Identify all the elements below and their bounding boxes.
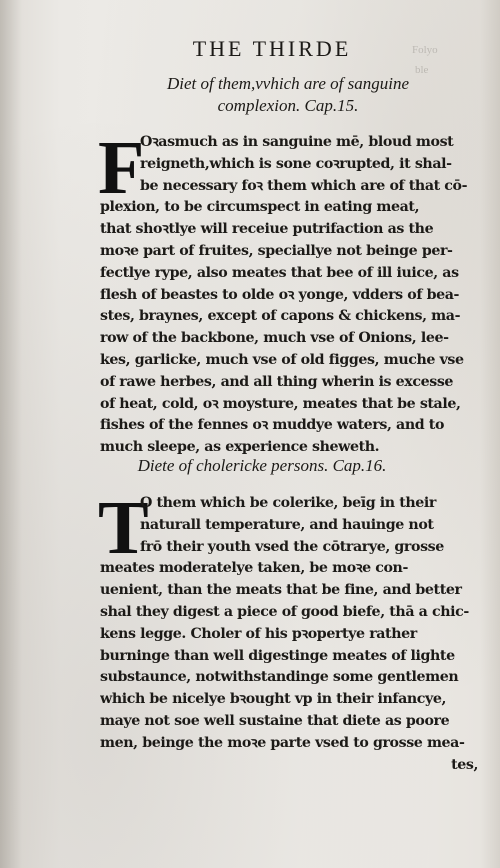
text-line: maye not soe well sustaine that diete as poore — [100, 712, 450, 729]
text-line: kes, garlicke, much vse of old figges, muche vse — [100, 351, 464, 368]
text-line: much sleepe, as experience sheweth. — [100, 439, 380, 456]
text-line: flesh of beastes to olde oꝛ yonge, vdders of bea- — [100, 286, 460, 303]
decorated-initial-t: T — [98, 486, 149, 570]
text-line: moꝛe part of fruites, speciallye not beinge per- — [100, 242, 453, 259]
chapter15-heading — [38, 73, 500, 117]
text-line: shal they digest a piece of good biefe, thā a chic- — [100, 603, 469, 620]
text-line: fectlye rype, also meates that bee of ill iuice, as — [100, 264, 459, 281]
chapter16-paragraph — [100, 493, 486, 776]
text-line: be necessary foꝛ them which are of that cō- — [140, 177, 468, 194]
text-line: which be nicelye bꝛought vp in their infancye, — [100, 691, 447, 708]
chapter16-heading: Diete of cholericke persons. Cap.16. — [137, 456, 387, 475]
text-line: of heat, cold, oꝛ moysture, meates that be stale, — [100, 395, 461, 412]
text-line: naturall temperature, and hauinge not — [140, 516, 434, 533]
text-line: Oꝛasmuch as in sanguine mē, bloud most — [140, 134, 454, 150]
chapter15-paragraph — [98, 126, 486, 459]
text-line: kens legge. Choler of his pꝛopertye rather — [100, 625, 417, 642]
decorated-initial-f: F — [98, 126, 145, 210]
text-line: O them which be colerike, beīg in their — [140, 495, 436, 511]
text-line: burninge than well digestinge meates of lighte — [100, 647, 455, 664]
text-line: men, beinge the moꝛe parte vsed to grosse mea- — [100, 734, 465, 751]
text-line: that shoꝛtlye will receiue putrifaction as the — [100, 221, 434, 238]
text-line: plexion, to be circumspect in eating meat, — [100, 199, 420, 216]
text-line: fishes of the fennes oꝛ muddye waters, and to — [100, 417, 445, 434]
show-through-text: Folyo — [412, 44, 438, 56]
text-line: reigneth,which is sone coꝛrupted, it shal- — [140, 155, 452, 172]
text-line: stes, braynes, except of capons & chickens, ma- — [100, 308, 461, 325]
text-line: frō their youth vsed the cōtrarye, grosse — [140, 538, 444, 555]
chapter15-heading-line2: complexion. Cap.15. — [217, 96, 359, 115]
text-line: meates moderatelye taken, be moꝛe con- — [100, 560, 408, 577]
text-line: row of the backbone, much vse of Onions, lee- — [100, 330, 449, 347]
text-line: uenient, than the meats that be fine, and better — [100, 582, 462, 599]
chapter15-heading-line1: Diet of them,vvhich are of sanguine — [166, 74, 410, 93]
catchword-line: tes, — [451, 756, 478, 773]
text-line: of rawe herbes, and all thing wherin is excesse — [100, 373, 454, 390]
text-line: substaunce, notwithstandinge some gentlemen — [100, 669, 459, 686]
running-head: THE THIRDE — [192, 36, 352, 61]
show-through-text: ble — [415, 64, 429, 76]
